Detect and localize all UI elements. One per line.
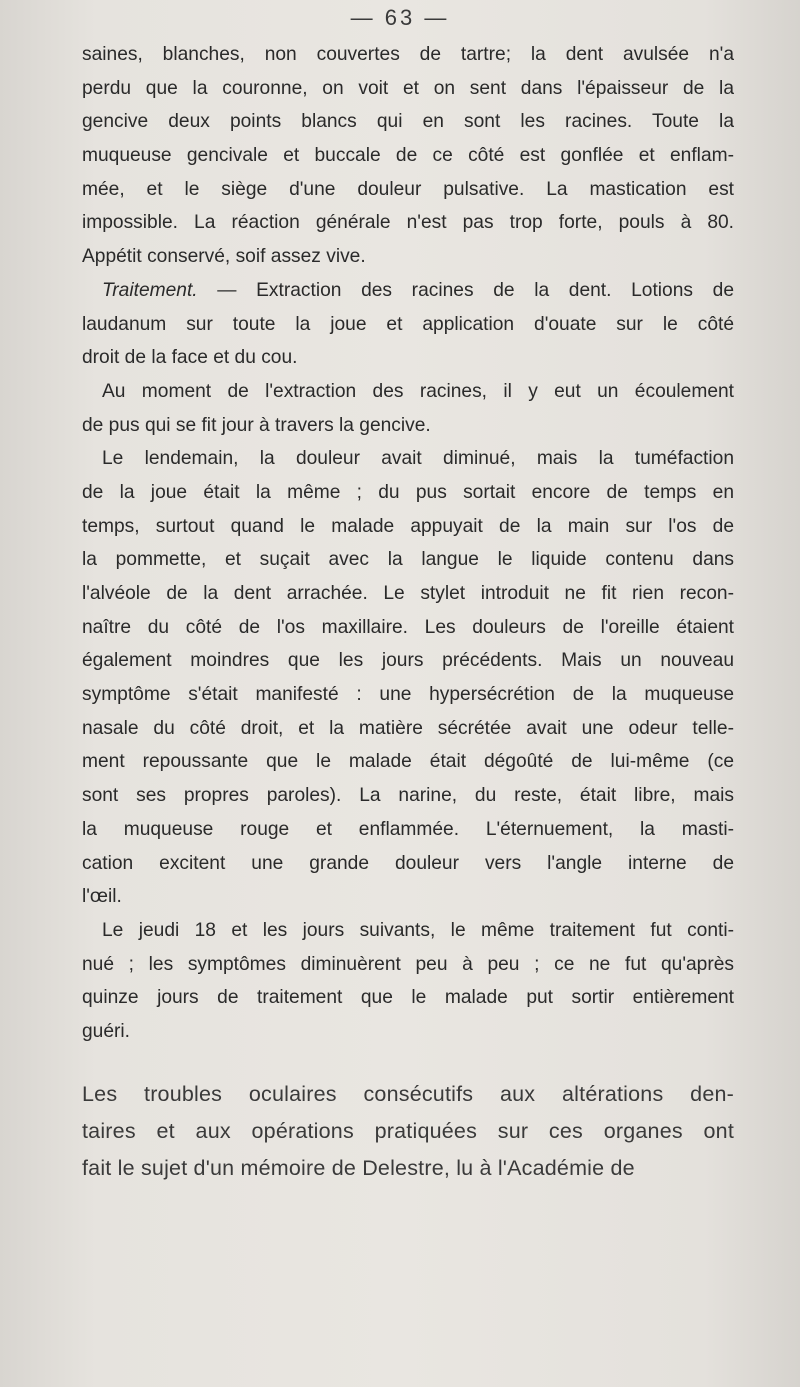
text-line: nué ; les symptômes diminuèrent peu à peu ; ce ne fut qu'après: [82, 953, 734, 975]
text-line: de la joue était la même ; du pus sortait encore de temps en: [82, 481, 734, 503]
text-line: ment repoussante que le malade était dégoûté de lui-même (ce: [82, 751, 734, 773]
text-line: mée, et le siège d'une douleur pulsative. La mastication est: [82, 178, 734, 200]
section-line: taires et aux opérations pratiquées sur ces organes ont: [82, 1118, 734, 1143]
text-line: Le lendemain, la douleur avait diminué, mais la tuméfaction: [102, 448, 734, 470]
text-line: guéri.: [82, 1020, 130, 1042]
text-line: symptôme s'était manifesté : une hypersécrétion de la muqueuse: [82, 684, 734, 706]
text-line: nasale du côté droit, et la matière sécrétée avait une odeur telle-: [82, 717, 734, 739]
text-line: cation excitent une grande douleur vers l'angle interne de: [82, 852, 734, 874]
text-line: muqueuse gencivale et buccale de ce côté est gonflée et enflam-: [82, 145, 734, 167]
text-line: de pus qui se fit jour à travers la gencive.: [82, 414, 431, 436]
treatment-label: Traitement.: [102, 279, 198, 301]
text-line: également moindres que les jours précédents. Mais un nouveau: [82, 650, 734, 672]
text-line: l'œil.: [82, 886, 122, 908]
text-line: l'alvéole de la dent arrachée. Le stylet introduit ne fit rien recon-: [82, 583, 734, 604]
body-text: [82, 38, 734, 1187]
text-line: quinze jours de traitement que le malade put sortir entièrement: [82, 987, 734, 1009]
treatment-text: — Extraction des racines de la dent. Lotions de: [197, 279, 734, 301]
page-number: — 63 —: [350, 5, 450, 30]
text-line: Le jeudi 18 et les jours suivants, le même traitement fut conti-: [102, 919, 734, 941]
text-line: perdu que la couronne, on voit et on sent dans l'épaisseur de la: [82, 77, 734, 99]
text-line: laudanum sur toute la joue et application d'ouate sur le côté: [82, 313, 734, 335]
text-line: sont ses propres paroles). La narine, du reste, était libre, mais: [82, 785, 734, 807]
text-line: Appétit conservé, soif assez vive.: [82, 246, 366, 268]
section-line: fait le sujet d'un mémoire de Delestre, lu à l'Académie de: [82, 1155, 635, 1180]
text-line: la pommette, et suçait avec la langue le liquide contenu dans: [82, 549, 734, 571]
text-line: Au moment de l'extraction des racines, il y eut un écoulement: [102, 380, 734, 402]
text-line: impossible. La réaction générale n'est pas trop forte, pouls à 80.: [82, 212, 734, 234]
text-line: naître du côté de l'os maxillaire. Les douleurs de l'oreille étaient: [82, 616, 734, 638]
text-line: droit de la face et du cou.: [82, 347, 298, 369]
text-line: la muqueuse rouge et enflammée. L'éternuement, la masti-: [82, 818, 734, 840]
treatment-line: [82, 274, 734, 308]
text-line: temps, surtout quand le malade appuyait de la main sur l'os de: [82, 515, 734, 537]
section-line: Les troubles oculaires consécutifs aux altérations den-: [82, 1081, 734, 1106]
text-line: saines, blanches, non couvertes de tartre; la dent avulsée n'a: [82, 44, 734, 65]
paragraph-gap: [82, 1049, 734, 1076]
text-line: gencive deux points blancs qui en sont les racines. Toute la: [82, 111, 734, 133]
